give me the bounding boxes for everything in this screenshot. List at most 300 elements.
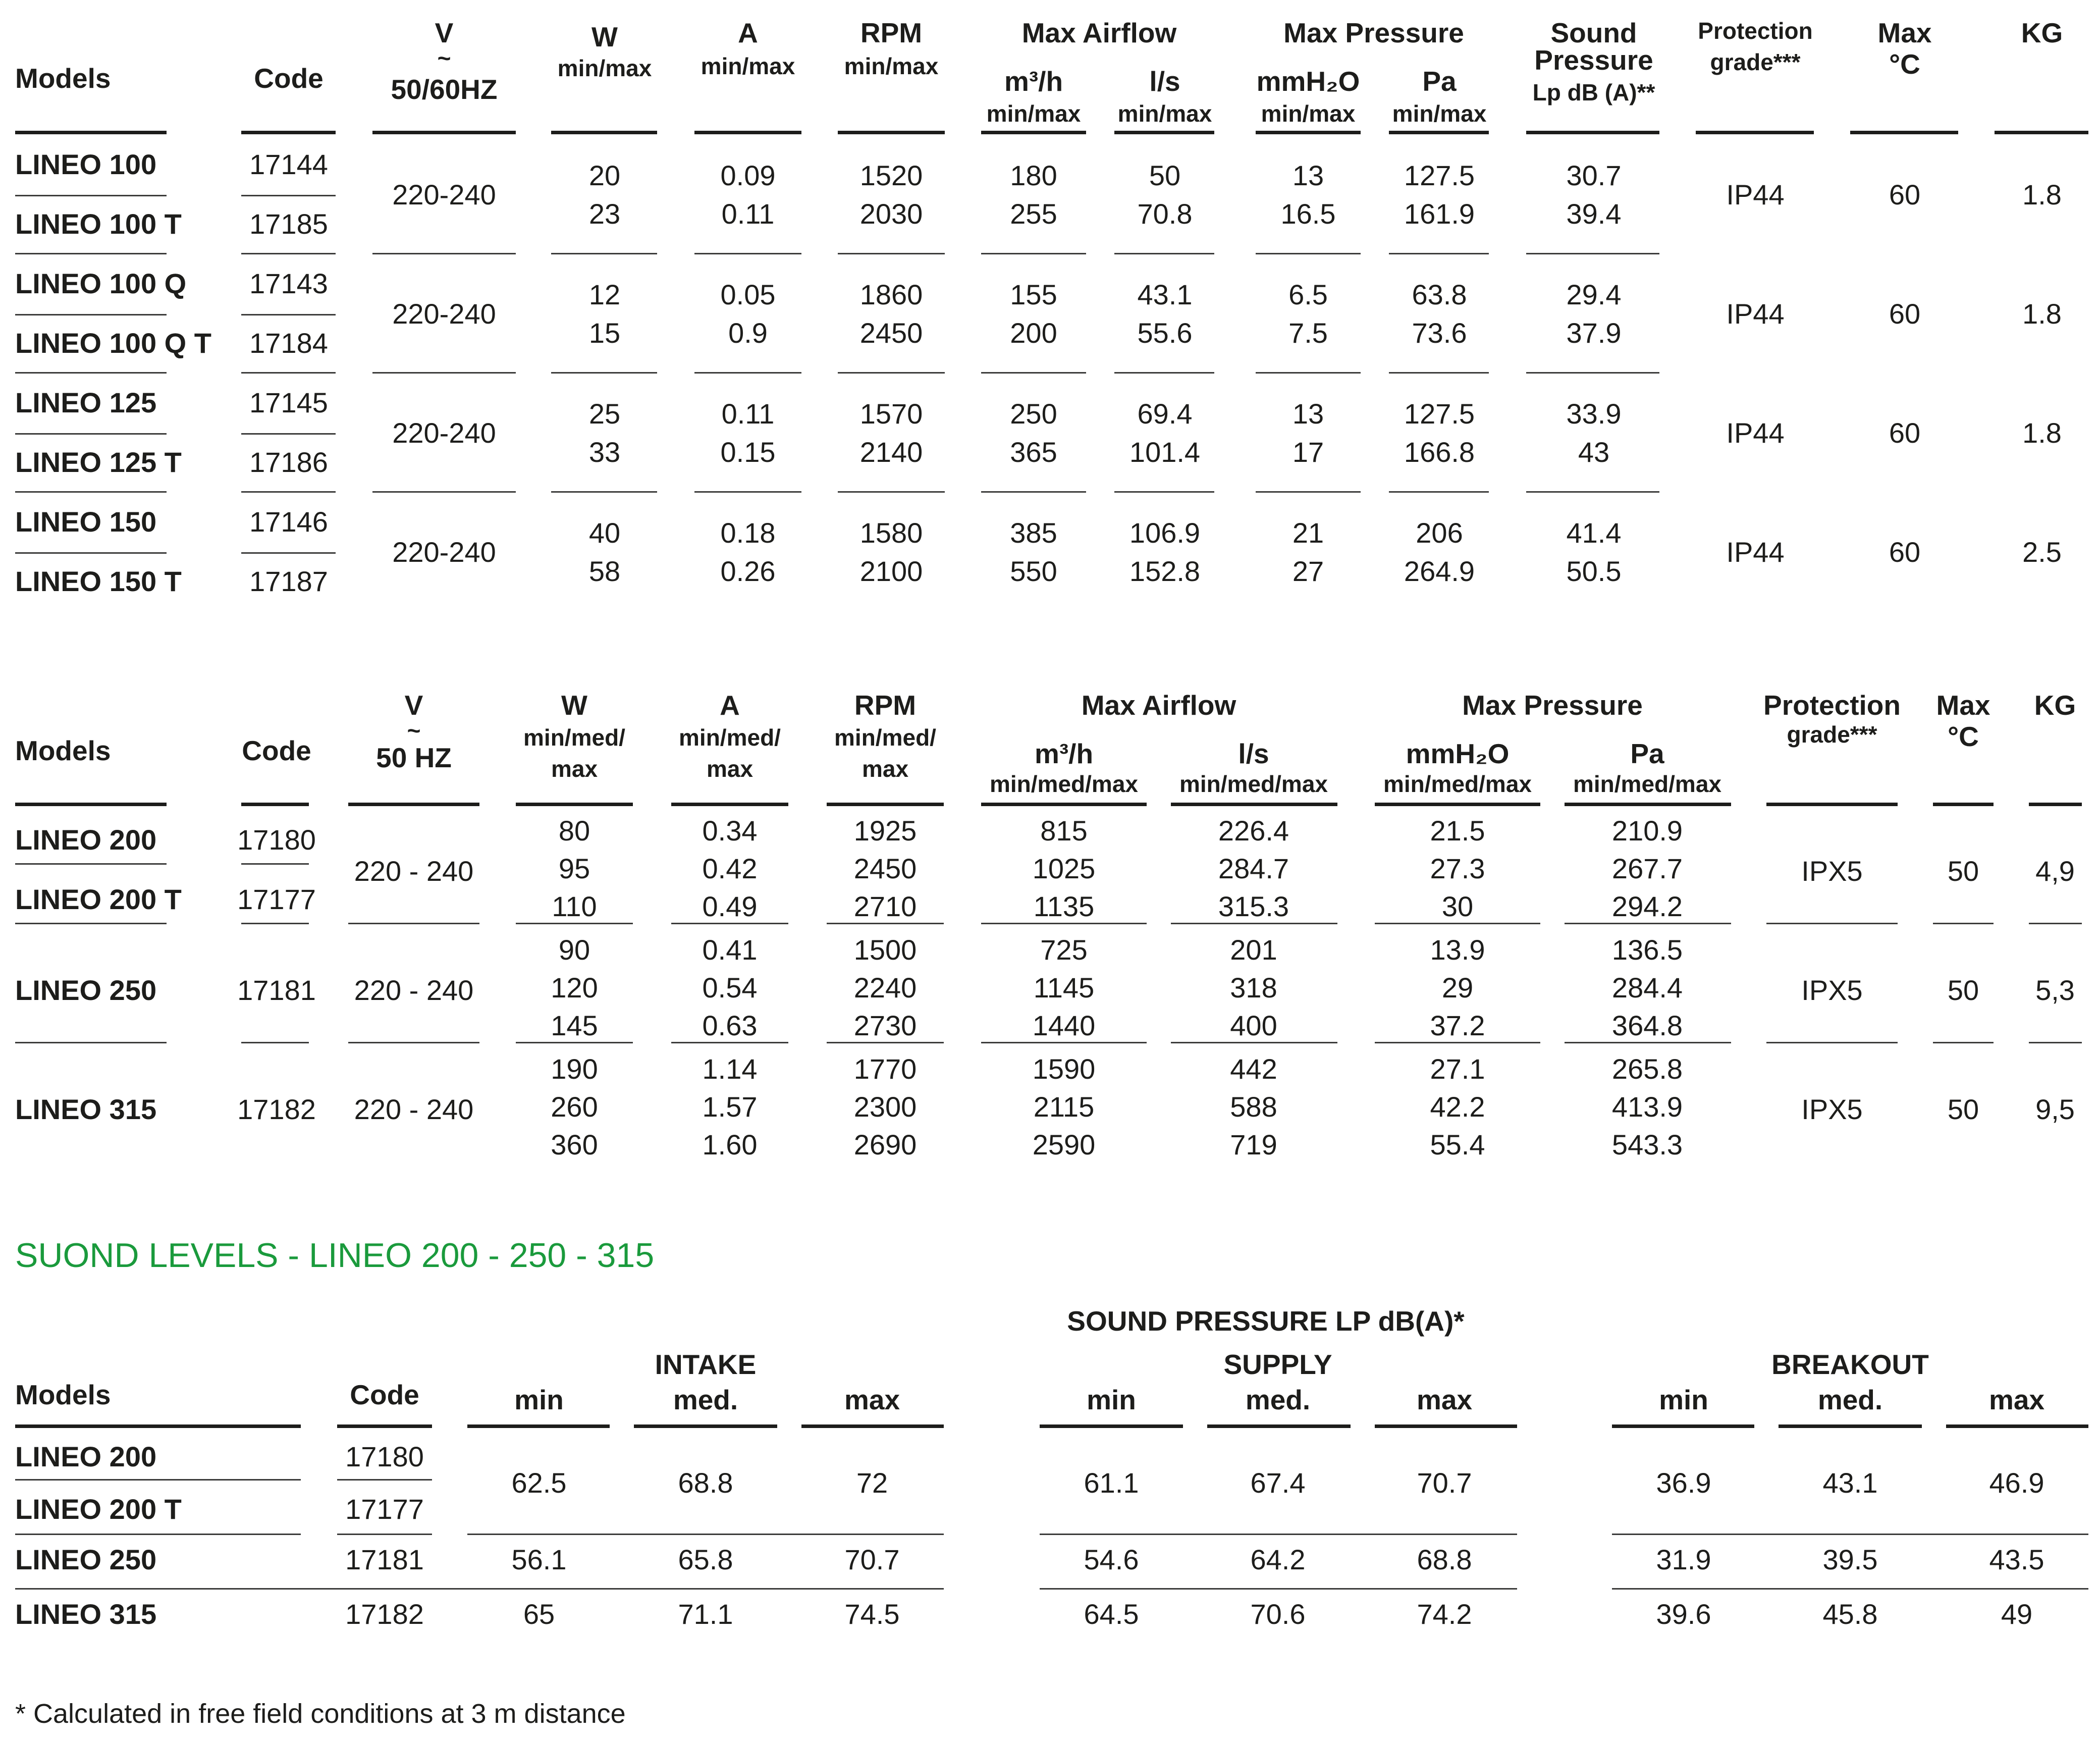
w-value: 360 xyxy=(551,1129,598,1160)
column-header-rpm: RPM xyxy=(860,17,923,48)
column-subheader: min/max xyxy=(1117,100,1212,127)
sound-value: 71.1 xyxy=(678,1598,733,1630)
sound-pressure-header: SOUND PRESSURE LP dB(A)* xyxy=(1067,1305,1465,1337)
header-rule xyxy=(1933,803,1994,806)
weight-value: 2.5 xyxy=(2022,536,2062,568)
column-header-max-airflow: Max Airflow xyxy=(1021,17,1177,48)
mm-min-value: 13 xyxy=(1292,398,1324,430)
code-divider xyxy=(241,433,336,435)
sound-value: 64.5 xyxy=(1084,1598,1139,1630)
header-rule xyxy=(1995,131,2088,134)
sound-value: 68.8 xyxy=(1417,1544,1472,1575)
pa-max-value: 73.6 xyxy=(1412,317,1467,349)
mm-min-value: 13 xyxy=(1292,160,1324,191)
max-temperature: 60 xyxy=(1889,536,1921,568)
m3h-min-value: 180 xyxy=(1010,160,1057,191)
column-subheader: min/med/ xyxy=(679,724,781,751)
code-divider xyxy=(241,863,309,865)
row-divider xyxy=(1766,923,1898,924)
w-value: 90 xyxy=(558,934,590,966)
protection-grade: IPX5 xyxy=(1801,974,1863,1006)
row-divider xyxy=(838,372,945,374)
column-header-rpm: RPM xyxy=(854,690,917,721)
protection-grade: IP44 xyxy=(1726,179,1785,210)
row-divider xyxy=(241,491,336,493)
voltage-value: 220-240 xyxy=(392,417,496,449)
column-header-amps: A xyxy=(738,17,758,48)
w-value: 110 xyxy=(552,890,597,922)
model-divider xyxy=(15,552,167,554)
rpm-value: 2690 xyxy=(853,1129,917,1160)
product-code: 17181 xyxy=(237,974,316,1006)
rpm-value: 1500 xyxy=(853,934,917,966)
mm-min-value: 6.5 xyxy=(1288,279,1328,310)
product-code: 17143 xyxy=(249,268,328,299)
w-max-value: 15 xyxy=(588,317,621,349)
row-divider xyxy=(372,253,516,254)
sound-value: 74.2 xyxy=(1417,1598,1472,1630)
column-header-models: Models xyxy=(15,63,111,94)
a-value: 0.41 xyxy=(702,934,758,966)
code-divider xyxy=(241,195,336,196)
sound-value: 70.6 xyxy=(1250,1598,1306,1630)
pa-min-value: 206 xyxy=(1416,517,1463,549)
header-rule xyxy=(15,803,167,806)
weight-value: 5,3 xyxy=(2035,974,2075,1006)
a-min-value: 0.18 xyxy=(720,517,776,549)
header-rule xyxy=(348,803,479,806)
a-value: 1.14 xyxy=(702,1053,758,1085)
a-max-value: 0.26 xyxy=(720,555,776,587)
m3h-max-value: 550 xyxy=(1010,555,1057,587)
lp-min-value: 30.7 xyxy=(1566,160,1622,191)
ls-value: 588 xyxy=(1230,1091,1277,1123)
column-header-code: Code xyxy=(242,735,311,766)
row-divider xyxy=(372,491,516,493)
mm-value: 27.1 xyxy=(1430,1053,1485,1085)
row-divider xyxy=(671,1042,788,1043)
column-header-min: min xyxy=(1659,1384,1708,1415)
row-divider xyxy=(981,923,1147,924)
w-min-value: 40 xyxy=(588,517,621,549)
header-rule xyxy=(241,131,336,134)
column-header-med: med. xyxy=(1245,1384,1311,1415)
product-code: 17181 xyxy=(345,1544,424,1575)
mm-value: 30 xyxy=(1441,890,1474,922)
header-rule xyxy=(801,1424,944,1428)
rpm-value: 2300 xyxy=(853,1091,917,1123)
column-header-m3h: m³/h xyxy=(1004,66,1063,97)
model-divider xyxy=(15,195,167,196)
header-rule xyxy=(337,1424,432,1428)
protection-grade: IP44 xyxy=(1726,298,1785,330)
column-header-max: max xyxy=(844,1384,900,1415)
header-rule xyxy=(827,803,944,806)
column-header-voltage: V xyxy=(404,690,423,721)
row-divider xyxy=(1040,1588,1517,1590)
pa-value: 364.8 xyxy=(1611,1010,1683,1041)
model-name: LINEO 100 Q T xyxy=(15,327,211,359)
group-header-intake: INTAKE xyxy=(655,1349,757,1380)
row-divider xyxy=(1171,1042,1337,1043)
header-rule xyxy=(15,1424,301,1428)
header-rule xyxy=(981,803,1147,806)
lp-max-value: 39.4 xyxy=(1566,198,1622,230)
mm-value: 55.4 xyxy=(1430,1129,1485,1160)
m3h-value: 1025 xyxy=(1032,853,1096,884)
header-rule xyxy=(372,131,516,134)
pa-max-value: 161.9 xyxy=(1404,198,1475,230)
protection-grade: IPX5 xyxy=(1801,855,1863,887)
max-temperature: 50 xyxy=(1947,855,1979,887)
product-code: 17182 xyxy=(237,1093,316,1125)
header-rule xyxy=(15,131,167,134)
mm-max-value: 16.5 xyxy=(1280,198,1336,230)
product-code: 17145 xyxy=(249,387,328,418)
section-title: SUOND LEVELS - LINEO 200 - 250 - 315 xyxy=(15,1236,655,1275)
sound-value: 43.5 xyxy=(1989,1544,2044,1575)
sound-value: 39.5 xyxy=(1822,1544,1878,1575)
pa-min-value: 127.5 xyxy=(1404,398,1475,430)
column-subheader: min/max xyxy=(1392,100,1487,127)
column-header-max-pressure: Max Pressure xyxy=(1462,690,1643,721)
code-divider xyxy=(241,314,336,315)
rpm-value: 2710 xyxy=(853,890,917,922)
m3h-value: 725 xyxy=(1040,934,1088,966)
header-rule xyxy=(467,1424,610,1428)
header-rule xyxy=(1696,131,1814,134)
row-divider xyxy=(551,253,657,254)
w-value: 120 xyxy=(551,972,598,1004)
column-header-sound: Pressure xyxy=(1534,44,1653,76)
row-divider xyxy=(2029,1042,2082,1043)
protection-grade: IPX5 xyxy=(1801,1093,1863,1125)
ls-value: 201 xyxy=(1230,934,1277,966)
rpm-value: 2240 xyxy=(853,972,917,1004)
model-name: LINEO 200 xyxy=(15,1441,157,1472)
m3h-value: 1135 xyxy=(1033,890,1095,922)
a-max-value: 0.15 xyxy=(720,436,776,468)
row-divider xyxy=(1389,372,1489,374)
row-divider xyxy=(1171,923,1337,924)
header-rule xyxy=(1256,131,1361,134)
row-divider xyxy=(1565,923,1731,924)
model-name: LINEO 250 xyxy=(15,1544,157,1575)
rpm-max-value: 2030 xyxy=(859,198,923,230)
column-header-pa: Pa xyxy=(1630,738,1664,769)
rpm-value: 1770 xyxy=(853,1053,917,1085)
a-value: 0.42 xyxy=(702,853,758,884)
lp-min-value: 29.4 xyxy=(1566,279,1622,310)
column-header-models: Models xyxy=(15,1379,111,1410)
model-name: LINEO 315 xyxy=(15,1093,157,1125)
column-header-max: max xyxy=(1416,1384,1473,1415)
model-divider xyxy=(15,863,167,865)
max-temperature: 50 xyxy=(1947,974,1979,1006)
column-header-max-temp: Max xyxy=(1877,17,1932,48)
row-divider xyxy=(1933,1042,1994,1043)
product-code: 17184 xyxy=(249,327,328,359)
column-header-kg: KG xyxy=(2034,690,2076,721)
pa-max-value: 264.9 xyxy=(1404,555,1475,587)
column-header-med: med. xyxy=(673,1384,738,1415)
w-value: 95 xyxy=(558,853,590,884)
row-divider xyxy=(1375,923,1540,924)
row-divider xyxy=(337,1534,432,1535)
column-header-code: Code xyxy=(350,1379,419,1410)
mm-max-value: 7.5 xyxy=(1288,317,1328,349)
row-divider xyxy=(1389,253,1489,254)
header-rule xyxy=(1946,1424,2088,1428)
row-divider xyxy=(1766,1042,1898,1043)
column-subheader: min/max xyxy=(986,100,1081,127)
row-divider xyxy=(241,372,336,374)
header-rule xyxy=(1171,803,1337,806)
model-divider xyxy=(15,314,167,315)
row-divider xyxy=(827,1042,944,1043)
ls-max-value: 55.6 xyxy=(1137,317,1193,349)
weight-value: 1.8 xyxy=(2022,298,2062,330)
header-rule xyxy=(694,131,801,134)
sound-value: 72 xyxy=(856,1467,888,1499)
w-min-value: 12 xyxy=(588,279,621,310)
product-code: 17187 xyxy=(249,565,328,597)
row-divider xyxy=(1612,1588,2088,1590)
m3h-value: 1440 xyxy=(1032,1010,1096,1041)
row-divider xyxy=(15,1588,944,1590)
header-rule xyxy=(838,131,945,134)
model-name: LINEO 100 xyxy=(15,148,157,180)
header-rule xyxy=(1389,131,1489,134)
mm-value: 13.9 xyxy=(1430,934,1485,966)
model-divider xyxy=(15,433,167,435)
row-divider xyxy=(1933,923,1994,924)
voltage-value: 220-240 xyxy=(392,298,496,330)
column-header-max-temp: °C xyxy=(1889,48,1920,80)
row-divider xyxy=(838,491,945,493)
row-divider xyxy=(694,253,801,254)
a-min-value: 0.05 xyxy=(720,279,776,310)
header-rule xyxy=(1766,803,1898,806)
a-max-value: 0.11 xyxy=(721,198,775,230)
sound-value: 70.7 xyxy=(1417,1467,1472,1499)
model-name: LINEO 200 T xyxy=(15,883,182,915)
sound-value: 31.9 xyxy=(1656,1544,1711,1575)
column-subheader: min/med/max xyxy=(1573,771,1721,797)
column-subheader: max xyxy=(551,756,598,782)
column-header-protection: Protection xyxy=(1698,18,1813,44)
tilde-symbol: ~ xyxy=(407,717,421,744)
w-max-value: 33 xyxy=(588,436,621,468)
row-divider xyxy=(1526,491,1659,493)
product-code: 17186 xyxy=(249,446,328,478)
column-subheader: min/med/ xyxy=(523,724,625,751)
ls-max-value: 101.4 xyxy=(1129,436,1201,468)
sound-value: 56.1 xyxy=(511,1544,567,1575)
column-subheader: min/max xyxy=(701,53,795,79)
product-code: 17144 xyxy=(249,148,328,180)
header-rule xyxy=(516,803,633,806)
protection-grade: IP44 xyxy=(1726,417,1785,449)
pa-value: 267.7 xyxy=(1611,853,1683,884)
model-name: LINEO 200 xyxy=(15,824,157,856)
pa-value: 413.9 xyxy=(1611,1091,1683,1123)
w-value: 80 xyxy=(558,815,590,847)
pa-min-value: 127.5 xyxy=(1404,160,1475,191)
sound-value: 45.8 xyxy=(1822,1598,1878,1630)
row-divider xyxy=(671,923,788,924)
header-rule xyxy=(1207,1424,1351,1428)
mm-value: 29 xyxy=(1441,972,1474,1004)
ls-value: 400 xyxy=(1230,1010,1277,1041)
model-name: LINEO 150 T xyxy=(15,565,182,597)
column-header-protection: Protection xyxy=(1763,690,1901,721)
row-divider xyxy=(694,491,801,493)
a-value: 1.60 xyxy=(702,1129,758,1160)
header-rule xyxy=(1375,803,1540,806)
ls-value: 226.4 xyxy=(1218,815,1289,847)
header-rule xyxy=(1779,1424,1922,1428)
row-divider xyxy=(1612,1534,2088,1535)
code-divider xyxy=(337,1479,432,1481)
column-header-max: max xyxy=(1988,1384,2045,1415)
mm-value: 37.2 xyxy=(1430,1010,1485,1041)
mm-max-value: 27 xyxy=(1292,555,1324,587)
product-code: 17177 xyxy=(345,1493,424,1525)
column-header-ls: l/s xyxy=(1238,738,1269,769)
protection-grade: IP44 xyxy=(1726,536,1785,568)
weight-value: 1.8 xyxy=(2022,417,2062,449)
product-code: 17182 xyxy=(345,1598,424,1630)
header-rule xyxy=(671,803,788,806)
pa-max-value: 166.8 xyxy=(1404,436,1475,468)
sound-value: 67.4 xyxy=(1250,1467,1306,1499)
product-code: 17180 xyxy=(345,1441,424,1472)
column-subheader: min/med/max xyxy=(1179,771,1328,797)
w-value: 190 xyxy=(551,1053,598,1085)
m3h-value: 1145 xyxy=(1033,972,1095,1004)
sound-value: 43.1 xyxy=(1822,1467,1878,1499)
ls-value: 442 xyxy=(1230,1053,1277,1085)
rpm-min-value: 1580 xyxy=(859,517,923,549)
row-divider xyxy=(1565,1042,1731,1043)
tilde-symbol: ~ xyxy=(437,45,451,71)
column-header-watts: W xyxy=(561,690,587,721)
mm-value: 21.5 xyxy=(1430,815,1485,847)
ls-value: 315.3 xyxy=(1218,890,1289,922)
row-divider xyxy=(15,372,167,374)
row-divider xyxy=(1040,1534,1517,1535)
column-header-sound: Lp dB (A)** xyxy=(1532,79,1655,105)
ls-min-value: 43.1 xyxy=(1137,279,1193,310)
header-rule xyxy=(241,803,309,806)
voltage-value: 220-240 xyxy=(392,536,496,568)
sound-value: 49 xyxy=(2001,1598,2033,1630)
row-divider xyxy=(1114,253,1214,254)
header-rule xyxy=(1375,1424,1517,1428)
pa-value: 543.3 xyxy=(1611,1129,1683,1160)
row-divider xyxy=(1256,253,1361,254)
row-divider xyxy=(372,372,516,374)
column-header-code: Code xyxy=(254,63,324,94)
row-divider xyxy=(15,253,167,254)
row-divider xyxy=(1256,372,1361,374)
max-temperature: 60 xyxy=(1889,417,1921,449)
m3h-value: 1590 xyxy=(1032,1053,1096,1085)
column-header-models: Models xyxy=(15,735,111,766)
w-value: 145 xyxy=(551,1010,598,1041)
ls-min-value: 50 xyxy=(1149,160,1181,191)
sound-value: 39.6 xyxy=(1656,1598,1711,1630)
voltage-value: 220 - 240 xyxy=(354,855,474,887)
ls-max-value: 70.8 xyxy=(1137,198,1193,230)
row-divider xyxy=(1526,372,1659,374)
header-rule xyxy=(634,1424,777,1428)
m3h-value: 2590 xyxy=(1032,1129,1096,1160)
row-divider xyxy=(981,253,1086,254)
mm-min-value: 21 xyxy=(1292,517,1324,549)
pa-value: 210.9 xyxy=(1611,815,1683,847)
column-header-sound: Sound xyxy=(1550,17,1637,48)
row-divider xyxy=(1114,372,1214,374)
column-subheader: min/max xyxy=(844,53,939,79)
header-rule xyxy=(2029,803,2082,806)
column-header-min: min xyxy=(514,1384,564,1415)
footnote: * Calculated in free field conditions at 3 m distance xyxy=(15,1699,626,1729)
sound-value: 61.1 xyxy=(1084,1467,1139,1499)
row-divider xyxy=(1526,253,1659,254)
sound-value: 62.5 xyxy=(511,1467,567,1499)
column-header-max-temp: Max xyxy=(1936,690,1990,721)
sound-value: 65 xyxy=(523,1598,555,1630)
ls-value: 284.7 xyxy=(1218,853,1289,884)
column-header-voltage: V xyxy=(435,17,454,48)
max-temperature: 50 xyxy=(1947,1093,1979,1125)
row-divider xyxy=(838,253,945,254)
column-subheader: min/med/ xyxy=(834,724,936,751)
column-subheader: max xyxy=(706,756,753,782)
row-divider xyxy=(15,923,167,924)
w-max-value: 23 xyxy=(588,198,621,230)
rpm-min-value: 1860 xyxy=(859,279,923,310)
column-header-frequency: 50/60HZ xyxy=(391,74,498,105)
header-rule xyxy=(981,131,1086,134)
a-value: 0.34 xyxy=(702,815,758,847)
column-header-m3h: m³/h xyxy=(1034,738,1094,769)
sound-value: 36.9 xyxy=(1656,1467,1711,1499)
mm-value: 42.2 xyxy=(1430,1091,1485,1123)
column-header-protection: grade*** xyxy=(1710,49,1801,75)
column-subheader: min/max xyxy=(1261,100,1356,127)
lp-min-value: 33.9 xyxy=(1566,398,1622,430)
row-divider xyxy=(348,1042,479,1043)
column-header-max-temp: °C xyxy=(1948,721,1979,752)
header-rule xyxy=(1114,131,1214,134)
column-header-protection: grade*** xyxy=(1787,721,1877,748)
pa-min-value: 63.8 xyxy=(1412,279,1467,310)
a-min-value: 0.11 xyxy=(721,398,775,430)
row-divider xyxy=(551,372,657,374)
model-name: LINEO 250 xyxy=(15,974,157,1006)
w-min-value: 25 xyxy=(588,398,621,430)
sound-value: 46.9 xyxy=(1989,1467,2044,1499)
row-divider xyxy=(981,491,1086,493)
header-rule xyxy=(1526,131,1659,134)
product-code: 17180 xyxy=(237,824,316,856)
rpm-max-value: 2140 xyxy=(859,436,923,468)
row-divider xyxy=(981,372,1086,374)
sound-value: 74.5 xyxy=(844,1598,900,1630)
